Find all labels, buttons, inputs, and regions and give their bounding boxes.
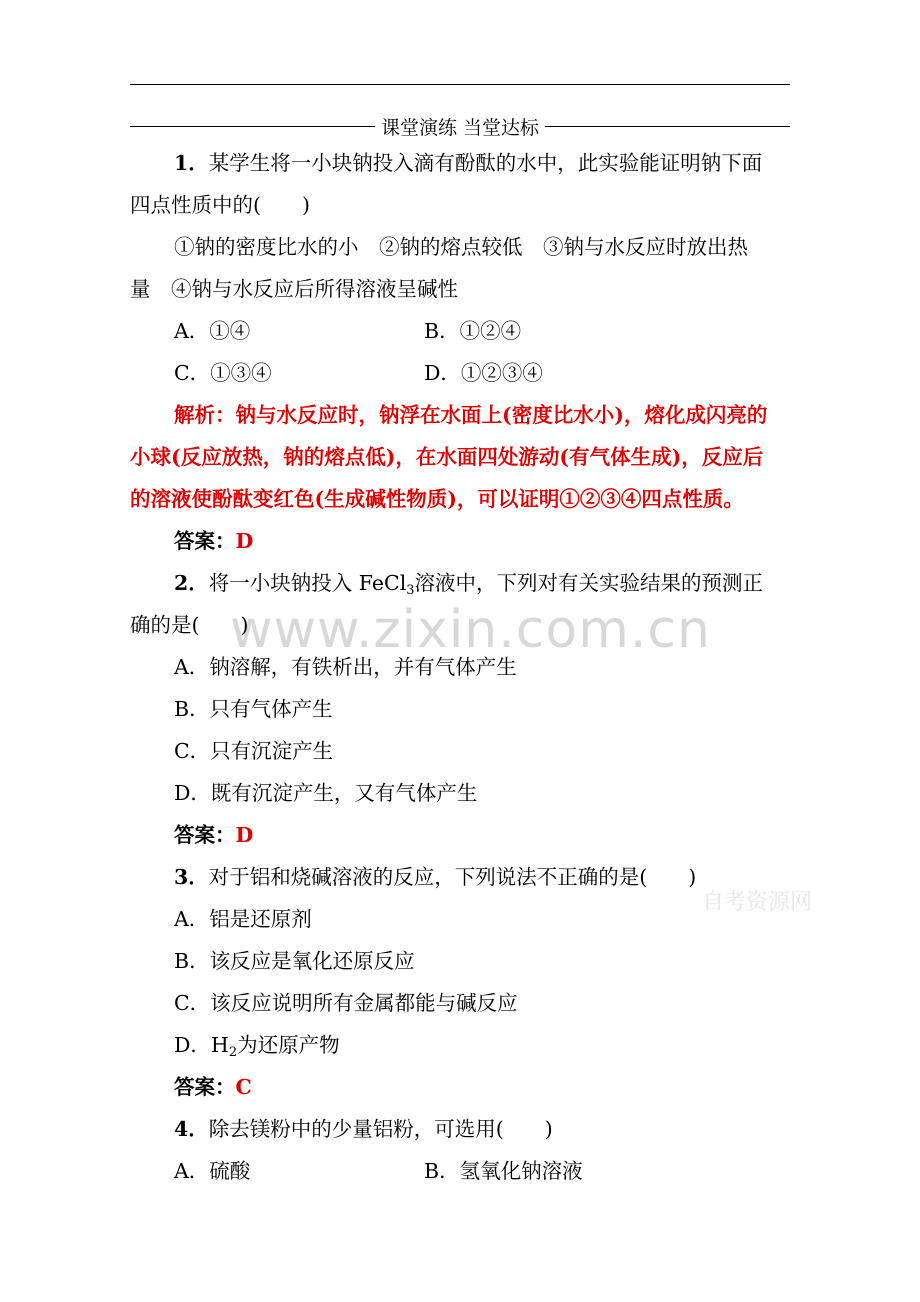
q4-stem-text1: 除去镁粉中的少量铝粉，可选用( ) [208, 1117, 553, 1141]
q1-option-d: D．①②③④ [424, 361, 543, 385]
q1-option-a: A．①④ [174, 319, 251, 343]
q2-option-a: A．钠溶解，有铁析出，并有气体产生 [174, 655, 517, 679]
q3-number: 3． [174, 865, 209, 889]
q3-answer-label: 答案： [174, 1075, 236, 1099]
q3-option-d-subscript: 2 [228, 1045, 238, 1060]
q1-analysis-line1: 解析：钠与水反应时，钠浮在水面上(密度比水小)，熔化成闪亮的 [174, 403, 768, 427]
header-line-left [130, 126, 375, 127]
header-line-right [545, 126, 790, 127]
q3-option-d [130, 1024, 792, 1066]
q1-stem-text1: 某学生将一小块钠投入滴有酚酞的水中，此实验能证明钠下面 [208, 151, 763, 175]
q2-stem-line1 [130, 562, 792, 604]
q3-option-d-text1: D．H [174, 1033, 229, 1057]
q3-stem-text1: 对于铝和烧碱溶液的反应，下列说法不正确的是( ) [208, 865, 697, 889]
q4-number: 4． [174, 1117, 209, 1141]
q2-subscript: 3 [406, 583, 415, 598]
q3-option-c: C．该反应说明所有金属都能与碱反应 [174, 991, 518, 1015]
q1-option-c: C．①③④ [174, 361, 272, 385]
q2-number: 2． [174, 571, 209, 595]
q1-options-row1 [130, 310, 792, 352]
watermark-small: 自考资源网 [702, 890, 813, 915]
q2-answer-value: D [235, 823, 254, 847]
q1-statements-line1: ①钠的密度比水的小 ②钠的熔点较低 ③钠与水反应时放出热 [174, 235, 748, 259]
q1-stem-line1 [130, 142, 792, 184]
watermark: www.zixin.com.cn [230, 600, 711, 660]
q3-answer-value: C [235, 1075, 252, 1099]
q3-option-a: A．铝是还原剂 [174, 907, 312, 931]
q2-stem-text1b: 溶液中，下列对有关实验结果的预测正 [414, 571, 764, 595]
q1-options-row2 [130, 352, 792, 394]
q2-option-d: D．既有沉淀产生，又有气体产生 [174, 781, 478, 805]
q1-statements-line2: 量 ④钠与水反应后所得溶液呈碱性 [130, 277, 458, 301]
q3-option-b: B．该反应是氧化还原反应 [174, 949, 415, 973]
top-rule [130, 84, 790, 85]
q2-answer-label: 答案： [174, 823, 236, 847]
q4-stem-line1 [130, 1108, 792, 1150]
question-list [130, 142, 792, 1192]
q1-answer [130, 520, 792, 562]
q1-answer-value: D [235, 529, 254, 553]
section-title: 课堂演练 当堂达标 [380, 116, 540, 139]
q3-option-d-text2: 为还原产物 [237, 1033, 340, 1057]
q3-answer [130, 1066, 792, 1108]
q1-option-b: B．①②④ [424, 319, 522, 343]
q2-stem-text1a: 将一小块钠投入 FeCl [208, 571, 407, 595]
q1-answer-label: 答案： [174, 529, 236, 553]
q2-stem-line2: 确的是( ) [130, 613, 249, 637]
q4-option-a: A．硫酸 [174, 1159, 251, 1183]
q1-analysis-line3: 的溶液使酚酞变红色(生成碱性物质)，可以证明①②③④四点性质。 [130, 487, 744, 511]
section-header [130, 112, 790, 140]
q4-option-b: B．氢氧化钠溶液 [424, 1159, 583, 1183]
q1-number: 1． [174, 151, 209, 175]
q1-stem-line2: 四点性质中的( ) [130, 193, 310, 217]
q2-option-c: C．只有沉淀产生 [174, 739, 334, 763]
q1-analysis-line2: 小球(反应放热，钠的熔点低)，在水面四处游动(有气体生成)，反应后 [130, 445, 764, 469]
q2-option-b: B．只有气体产生 [174, 697, 333, 721]
q3-stem-line1 [130, 856, 792, 898]
q2-answer [130, 814, 792, 856]
q4-options-row1 [130, 1150, 792, 1192]
